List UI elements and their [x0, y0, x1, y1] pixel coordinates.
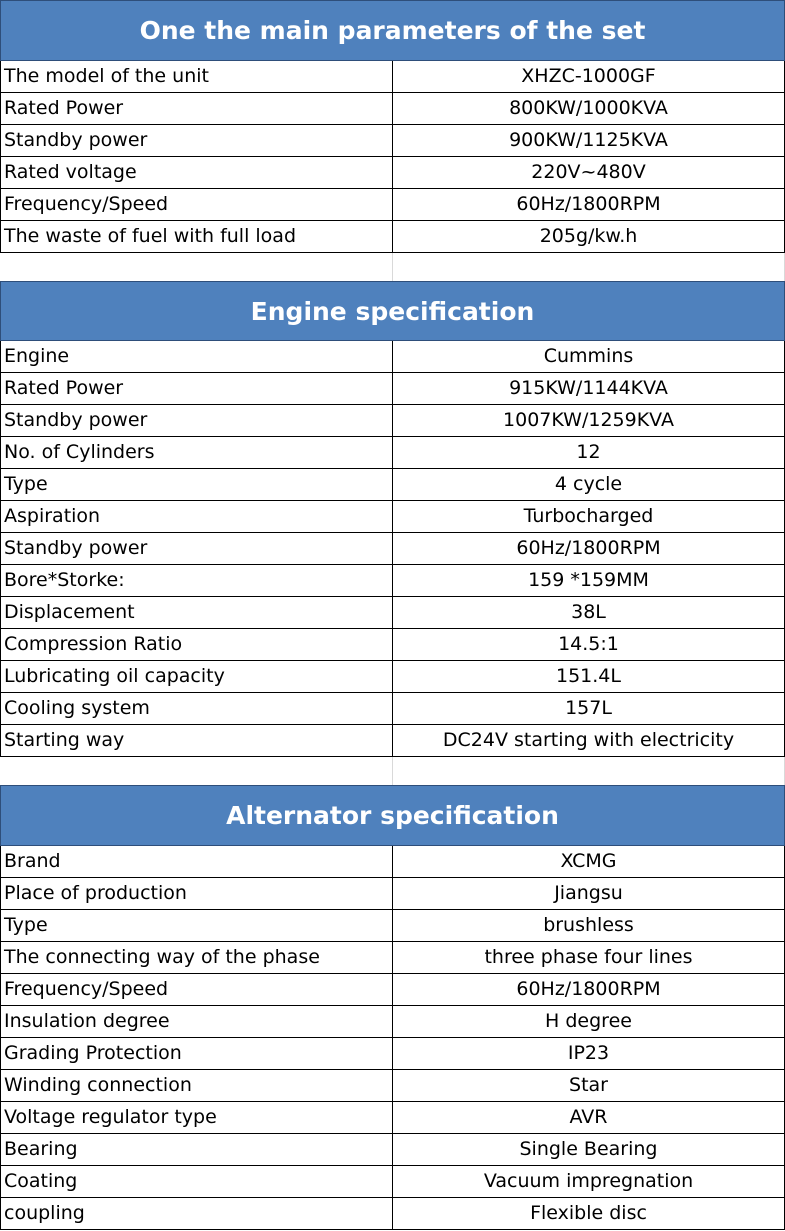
param-label: Coating [1, 1166, 393, 1197]
spacer-row [0, 253, 785, 281]
param-label: Brand [1, 846, 393, 877]
table-row [0, 221, 785, 253]
table-row [0, 61, 785, 93]
param-label: Standby power [1, 405, 393, 436]
param-value: 4 cycle [554, 473, 623, 495]
param-label: The waste of fuel with full load [1, 221, 393, 252]
table-row [0, 501, 785, 533]
param-value: 60Hz/1800RPM [516, 537, 661, 559]
param-label: Standby power [1, 533, 393, 564]
table-row [0, 533, 785, 565]
param-value: 205g/kw.h [539, 225, 638, 247]
param-value: XCMG [560, 850, 617, 872]
param-label: The connecting way of the phase [1, 942, 393, 973]
table-row [0, 974, 785, 1006]
param-label: Lubricating oil capacity [1, 661, 393, 692]
table-row [0, 1102, 785, 1134]
param-label: Engine [1, 341, 393, 372]
param-label: Insulation degree [1, 1006, 393, 1037]
section-header-main-parameters: One the main parameters of the set [0, 0, 785, 61]
param-label: Rated Power [1, 373, 393, 404]
param-value: Star [569, 1074, 608, 1096]
param-label: Place of production [1, 878, 393, 909]
param-label: Compression Ratio [1, 629, 393, 660]
table-row [0, 1166, 785, 1198]
table-row [0, 1038, 785, 1070]
param-label: Type [1, 469, 393, 500]
table-row [0, 157, 785, 189]
table-row [0, 1198, 785, 1230]
param-value: Jiangsu [554, 882, 623, 904]
param-label: The model of the unit [1, 61, 393, 92]
param-label: Bearing [1, 1134, 393, 1165]
table-row [0, 125, 785, 157]
param-label: Starting way [1, 725, 393, 756]
section-header-engine: Engine specification [0, 281, 785, 341]
table-row [0, 189, 785, 221]
param-label: Displacement [1, 597, 393, 628]
table-row [0, 373, 785, 405]
param-value: Turbocharged [523, 505, 654, 527]
param-value: 1007KW/1259KVA [503, 409, 674, 431]
table-row [0, 565, 785, 597]
table-row [0, 725, 785, 757]
table-row [0, 693, 785, 725]
param-label: Cooling system [1, 693, 393, 724]
param-value: 800KW/1000KVA [509, 97, 668, 119]
param-value: 12 [576, 441, 601, 463]
table-row [0, 661, 785, 693]
param-value: Flexible disc [530, 1202, 647, 1224]
table-row [0, 942, 785, 974]
table-row [0, 910, 785, 942]
param-value: 151.4L [556, 665, 621, 687]
table-row [0, 1006, 785, 1038]
param-value: AVR [569, 1106, 608, 1128]
param-value: 157L [565, 697, 612, 719]
table-row [0, 469, 785, 501]
table-row [0, 341, 785, 373]
param-label: Rated Power [1, 93, 393, 124]
table-row [0, 846, 785, 878]
param-label: Bore*Storke: [1, 565, 393, 596]
param-label: Standby power [1, 125, 393, 156]
table-row [0, 597, 785, 629]
param-value: Vacuum impregnation [483, 1170, 694, 1192]
param-label: Voltage regulator type [1, 1102, 393, 1133]
param-value: 915KW/1144KVA [509, 377, 668, 399]
param-label: coupling [1, 1198, 393, 1229]
param-value: 38L [571, 601, 606, 623]
param-value: 60Hz/1800RPM [516, 978, 661, 1000]
table-row [0, 437, 785, 469]
param-label: Winding connection [1, 1070, 393, 1101]
param-value: Single Bearing [519, 1138, 658, 1160]
param-label: Rated voltage [1, 157, 393, 188]
section-header-alternator: Alternator specification [0, 785, 785, 846]
param-value: three phase four lines [484, 946, 693, 968]
param-value: brushless [543, 914, 634, 936]
param-value: IP23 [567, 1042, 610, 1064]
param-label: Aspiration [1, 501, 393, 532]
param-value: Cummins [543, 345, 634, 367]
param-label: Frequency/Speed [1, 189, 393, 220]
param-value: XHZC-1000GF [521, 65, 656, 87]
table-row [0, 405, 785, 437]
param-value: DC24V starting with electricity [442, 729, 735, 751]
table-row [0, 1134, 785, 1166]
param-value: H degree [545, 1010, 632, 1032]
table-row [0, 1070, 785, 1102]
table-row [0, 629, 785, 661]
param-label: Type [1, 910, 393, 941]
param-value: 900KW/1125KVA [509, 129, 668, 151]
spacer-row [0, 757, 785, 785]
table-row [0, 878, 785, 910]
param-value: 159 *159MM [528, 569, 649, 591]
param-label: Frequency/Speed [1, 974, 393, 1005]
param-value: 220V~480V [531, 161, 646, 183]
param-value: 14.5:1 [558, 633, 619, 655]
param-label: Grading Protection [1, 1038, 393, 1069]
param-value: 60Hz/1800RPM [516, 193, 661, 215]
param-label: No. of Cylinders [1, 437, 393, 468]
table-row [0, 93, 785, 125]
